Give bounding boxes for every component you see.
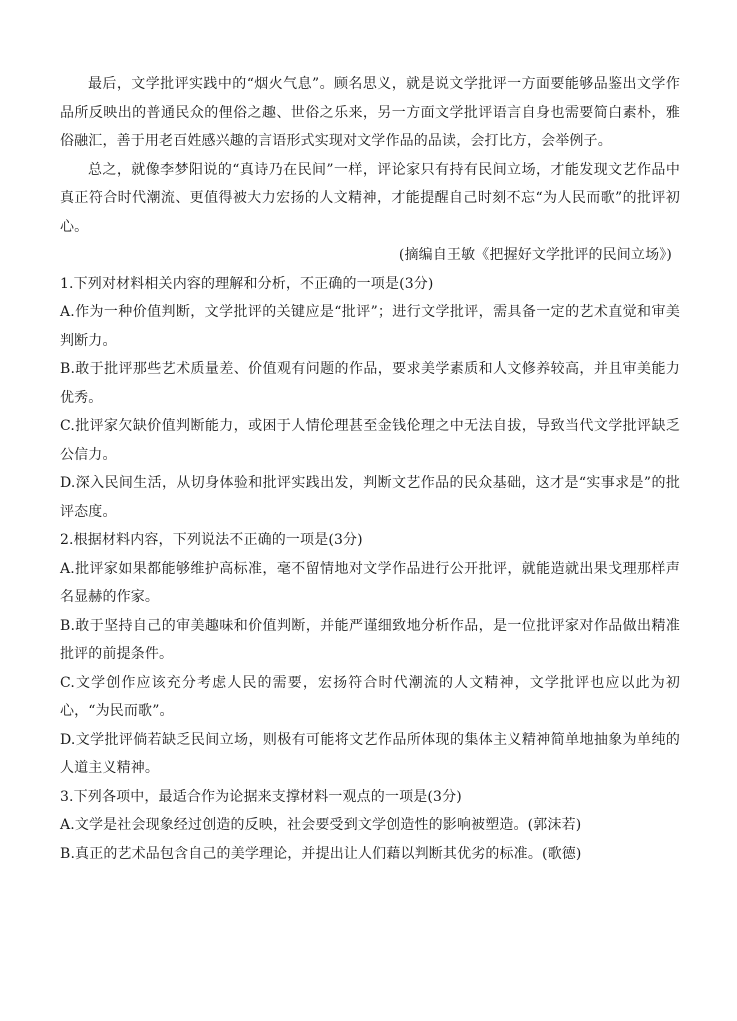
option-c: C.批评家欠缺价值判断能力，或困于人情伦理甚至金钱伦理之中无法自拔，导致当代文学批评缺乏公信力。 [60,418,680,463]
question-2 [60,526,680,783]
option-b: B.真正的艺术品包含自己的美学理论，并提出让人们藉以判断其优劣的标准。(歌德) [60,845,582,862]
option-c: C.文学创作应该充分考虑人民的需要，宏扬符合时代潮流的人文精神，文学批评也应以此为初心，“为民而歌”。 [60,674,680,719]
option-a: A.作为一种价值判断，文学批评的关键应是“批评”；进行文学批评，需具备一定的艺术直觉和审美判断力。 [60,304,680,349]
question-stem: 1.下列对材料相关内容的理解和分析，不正确的一项是(3分) [60,275,434,292]
article-paragraph-2: 总之，就像李梦阳说的“真诗乃在民间”一样，评论家只有持有民间立场，才能发现文艺作品中真正符合时代潮流、更值得被大力宏扬的人文精神，才能提醒自己时刻不忘“为人民而歌”的批评初心。 [60,161,680,235]
question-1 [60,270,680,527]
option-d: D.文学批评倘若缺乏民间立场，则极有可能将文艺作品所体现的集体主义精神简单地抽象为单纯的人道主义精神。 [60,731,680,776]
option-d: D.深入民间生活，从切身体验和批评实践出发，判断文艺作品的民众基础，这才是“实事求是”的批评态度。 [60,475,680,520]
option-a: A.批评家如果都能够维护高标准，毫不留情地对文学作品进行公开批评，就能造就出果戈理那样声名显赫的作家。 [60,560,680,605]
document-page [60,70,680,868]
article-paragraph-1: 最后，文学批评实践中的“烟火气息”。顾名思义，就是说文学批评一方面要能够品鉴出文学作品所反映出的普通民众的俚俗之趣、世俗之乐来，另一方面文学批评语言自身也需要简白素朴，雅俗融汇，善于用老百姓感兴趣的言语形式实现对文学作品的品读，会打比方，会举例子。 [60,76,680,149]
article-source: (摘编自王敏《把握好文学批评的民间立场》) [398,247,672,263]
option-b: B.敢于坚持自己的审美趣味和价值判断，并能严谨细致地分析作品，是一位批评家对作品做出精准批评的前提条件。 [60,617,680,662]
question-3 [60,783,680,869]
option-a: A.文学是社会现象经过创造的反映，社会要受到文学创造性的影响被塑造。(郭沫若) [60,817,582,833]
question-stem: 3.下列各项中，最适合作为论据来支撑材料一观点的一项是(3分) [60,788,462,805]
question-stem: 2.根据材料内容，下列说法不正确的一项是(3分) [60,532,363,548]
option-b: B.敢于批评那些艺术质量差、价值观有问题的作品，要求美学素质和人文修养较高，并且审美能力优秀。 [60,361,680,406]
